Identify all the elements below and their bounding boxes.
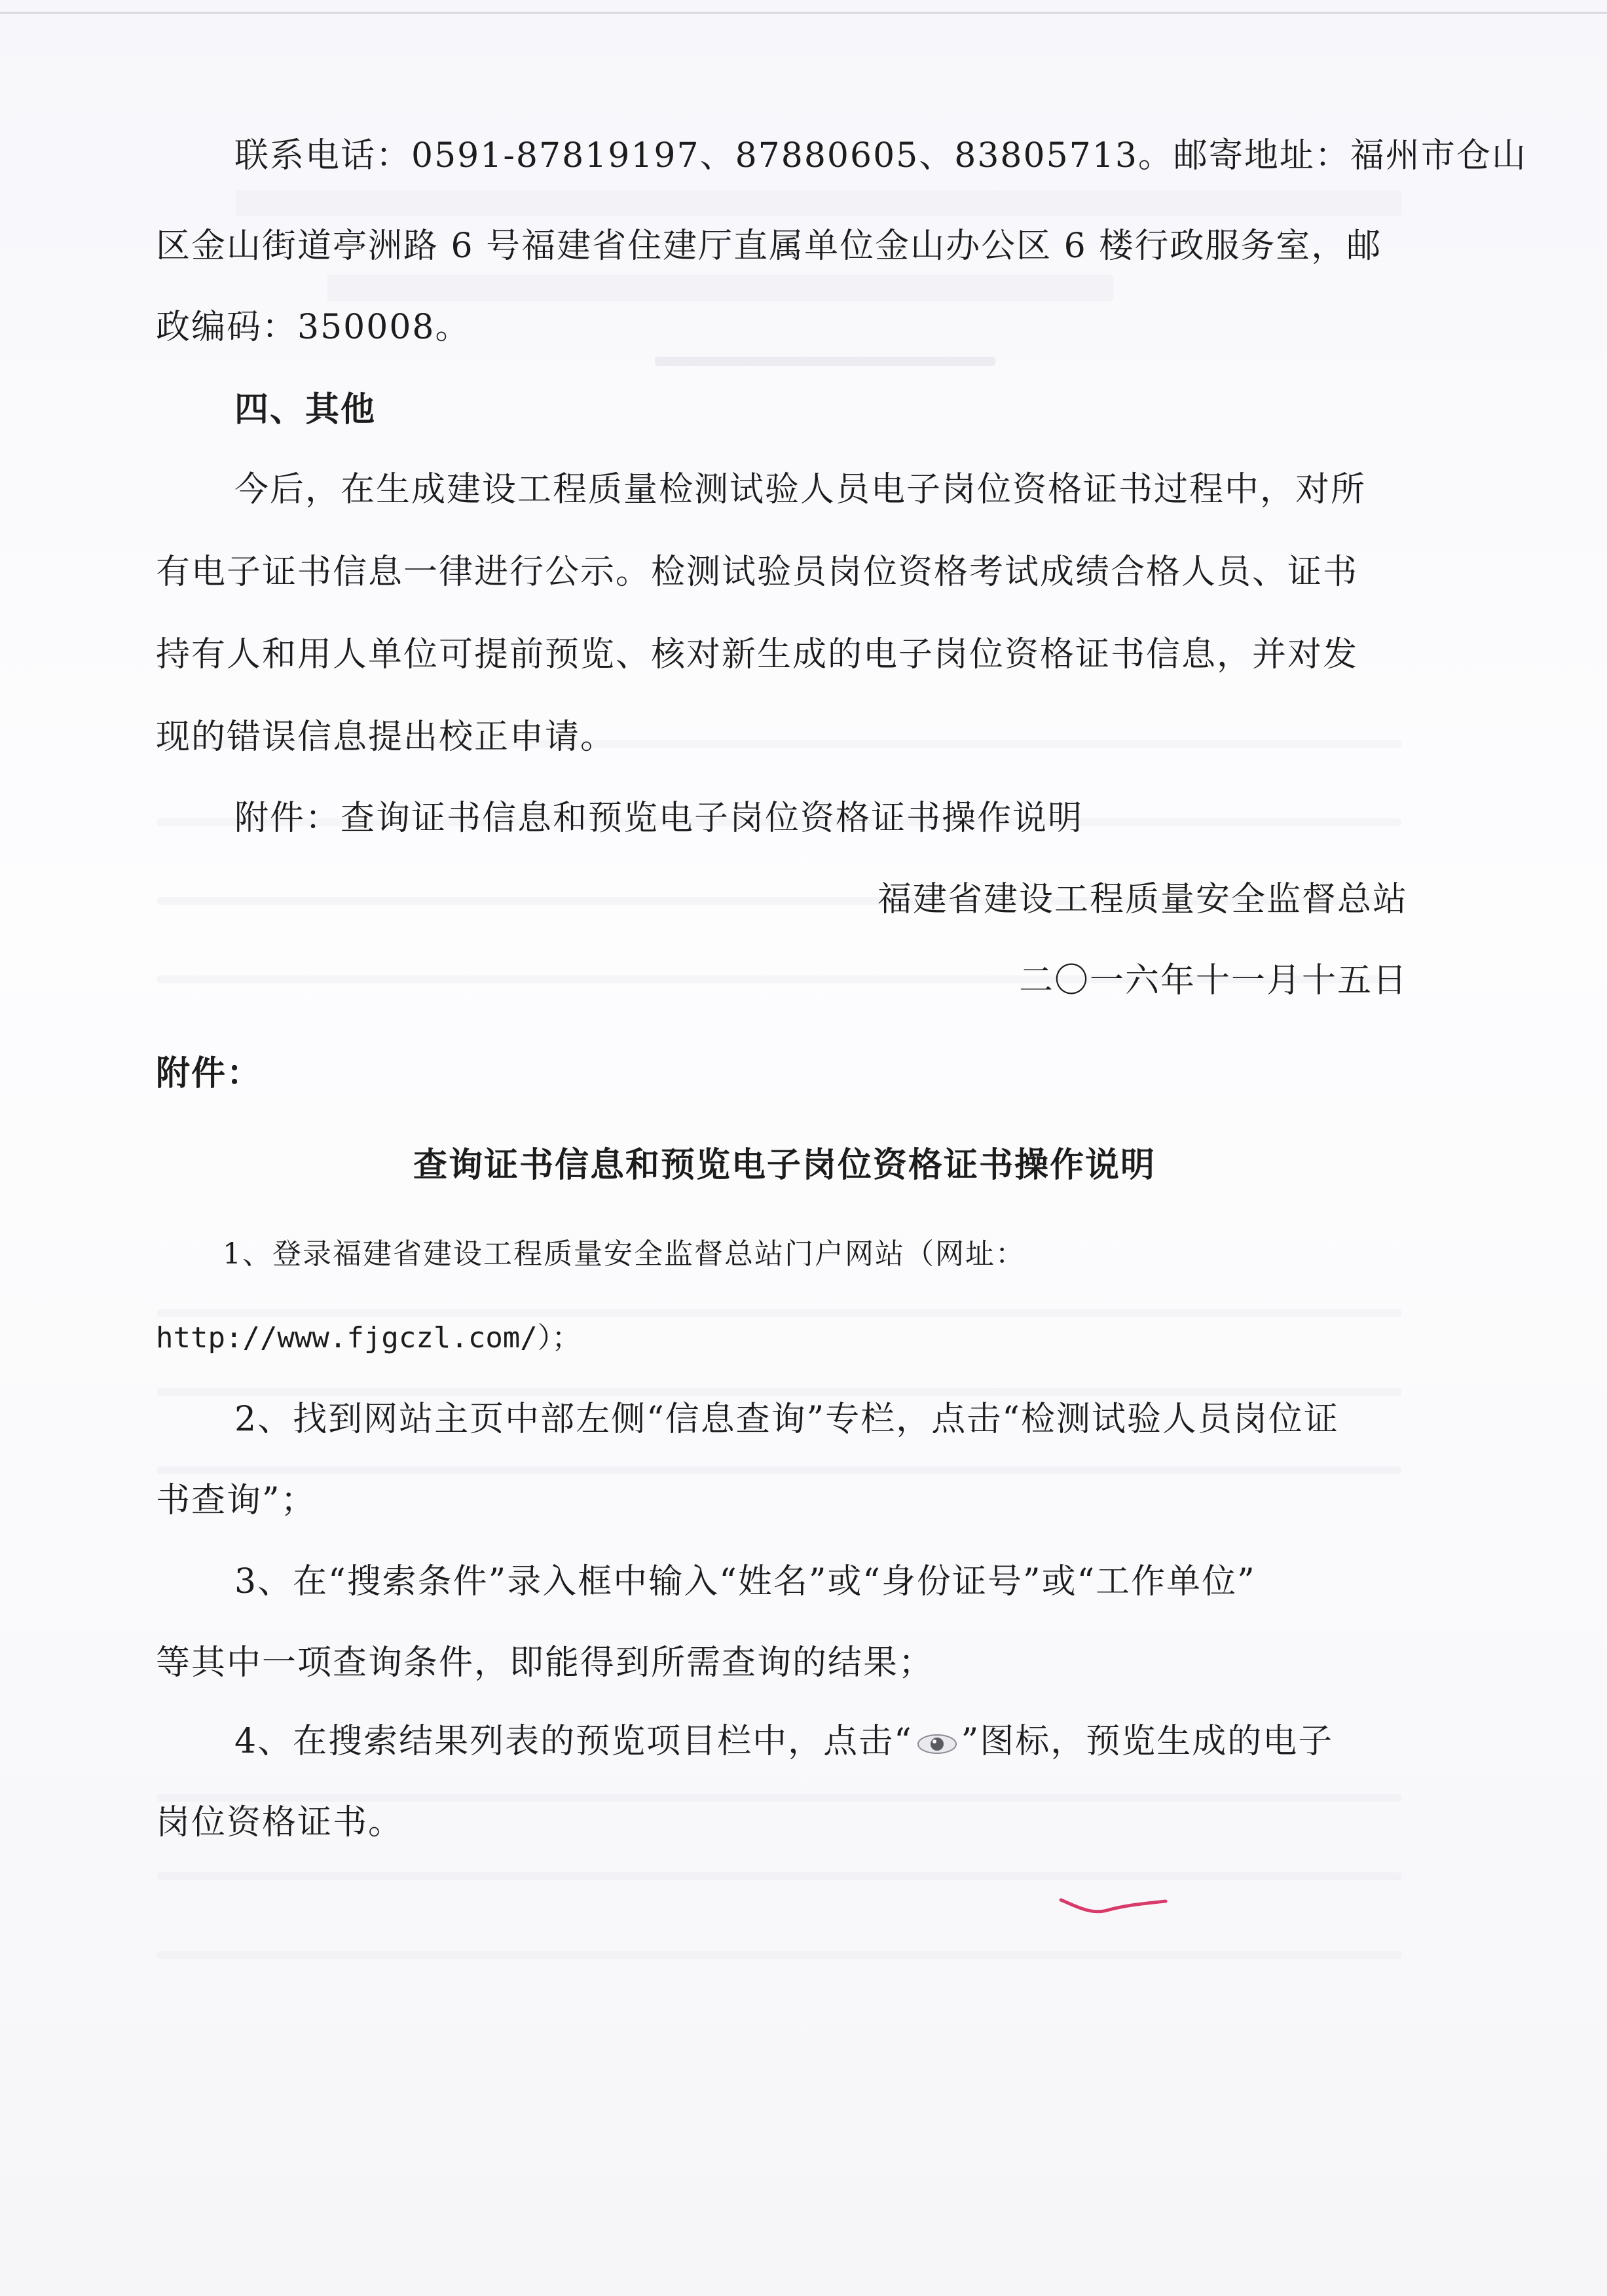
issuer-name: 福建省建设工程质量安全监督总站: [877, 880, 1408, 919]
step-4-line-1: [234, 1722, 1333, 1761]
attachment-note: 附件：查询证书信息和预览电子岗位资格证书操作说明: [234, 799, 1084, 838]
section-heading: 四、其他: [234, 390, 377, 429]
issue-date: 二〇一六年十一月十五日: [1018, 961, 1408, 1000]
bleed-through-line: [157, 1467, 1401, 1474]
bleed-through-line: [157, 1951, 1401, 1959]
step-4-text-before: 4、在搜索结果列表的预览项目栏中，点击“: [234, 1722, 913, 1761]
step-2-line-1: 2、找到网站主页中部左侧“信息查询”专栏，点击“检测试验人员岗位证: [234, 1400, 1339, 1439]
bleed-through-line: [655, 357, 995, 366]
scan-edge: [0, 12, 1607, 14]
paragraph-line: 今后，在生成建设工程质量检测试验人员电子岗位资格证书过程中，对所: [234, 470, 1367, 509]
step-2-line-2: 书查询”；: [156, 1481, 316, 1520]
step-4-line-2: 岗位资格证书。: [156, 1803, 404, 1842]
paragraph-line: 现的错误信息提出校正申请。: [156, 718, 616, 757]
contact-line-1: 联系电话：0591-87819197、87880605、83805713。邮寄地址：福州市仓山: [234, 136, 1527, 175]
bleed-through-line: [157, 1794, 1401, 1802]
step-1-url: http://www.fjgczl.com/）；: [156, 1321, 581, 1355]
step-4-text-after: ”图标，预览生成的电子: [961, 1722, 1334, 1761]
step-3-line-2: 等其中一项查询条件，即能得到所需查询的结果；: [156, 1643, 934, 1683]
step-1-line-1: 1、登录福建省建设工程质量安全监督总站门户网站（网址：: [223, 1237, 1025, 1271]
contact-line-2: 区金山街道亭洲路 6 号福建省住建厅直属单位金山办公区 6 楼行政服务室，邮: [156, 227, 1382, 266]
bleed-through-line: [236, 190, 1401, 216]
step-3-line-1: 3、在“搜索条件”录入框中输入“姓名”或“身份证号”或“工作单位”: [234, 1562, 1256, 1601]
paragraph-line: 持有人和用人单位可提前预览、核对新生成的电子岗位资格证书信息，并对发: [156, 635, 1359, 674]
attachment-label: 附件：: [156, 1053, 263, 1093]
red-pen-mark: [1054, 1886, 1172, 1925]
bleed-through-line: [157, 1872, 1401, 1880]
contact-line-3: 政编码：350008。: [156, 308, 471, 347]
guide-title: 查询证书信息和预览电子岗位资格证书操作说明: [413, 1145, 1156, 1185]
bleed-through-line: [157, 1309, 1401, 1317]
eye-icon: [917, 1733, 957, 1755]
bleed-through-line: [327, 275, 1113, 301]
paragraph-line: 有电子证书信息一律进行公示。检测试验员岗位资格考试成绩合格人员、证书: [156, 553, 1359, 592]
bleed-through-line: [157, 1388, 1401, 1396]
